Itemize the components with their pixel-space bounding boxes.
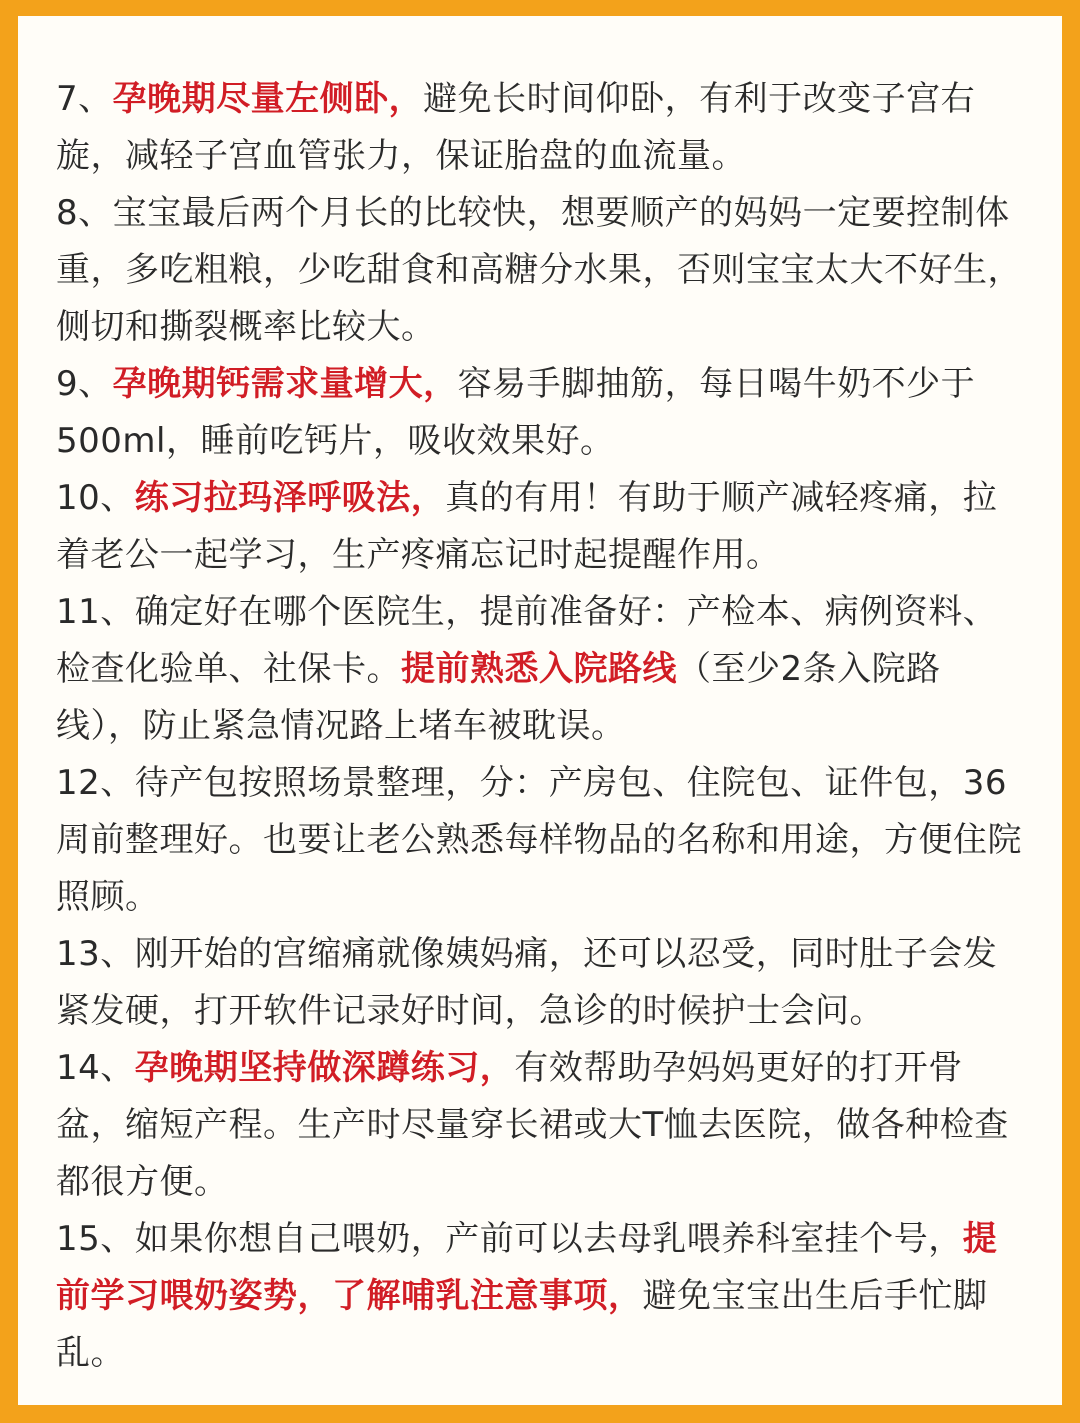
tip-number: 8、 [56, 193, 113, 233]
tip-number: 13、 [56, 934, 135, 974]
tips-card [18, 16, 1062, 1405]
tip-10 [56, 470, 1026, 584]
tip-11 [56, 584, 1026, 755]
tip-text: 容易手脚抽筋，每日喝牛奶不少于500ml，睡前吃钙片，吸收效果好。 [56, 364, 976, 461]
tip-text: 有效帮助孕妈妈更好的打开骨盆，缩短产程。生产时尽量穿长裙或大T恤去医院，做各种检查都很方便。 [56, 1048, 1009, 1202]
tip-highlight: 孕晚期坚持做深蹲练习， [134, 1048, 515, 1088]
tip-text: （至少2条入院路线），防止紧急情况路上堵车被耽误。 [56, 649, 941, 746]
tip-highlight: 孕晚期尽量左侧卧， [112, 79, 424, 119]
tip-text: 宝宝最后两个月长的比较快，想要顺产的妈妈一定要控制体重，多吃粗粮，少吃甜食和高糖分水果，否则宝宝太大不好生，侧切和撕裂概率比较大。 [56, 193, 1022, 347]
tip-highlight: 孕晚期钙需求量增大， [112, 364, 458, 404]
tip-text: 确定好在哪个医院生，提前准备好：产检本、病例资料、检查化验单、社保卡。 [56, 592, 998, 689]
tip-text: 如果你想自己喂奶，产前可以去母乳喂养科室挂个号， [134, 1219, 963, 1259]
tip-highlight: 练习拉玛泽呼吸法， [134, 478, 446, 518]
tip-text: 待产包按照场景整理，分：产房包、住院包、证件包，36周前整理好。也要让老公熟悉每样物品的名称和用途，方便住院照顾。 [56, 763, 1022, 917]
tip-text: 避免长时间仰卧，有利于改变子宫右旋，减轻子宫血管张力，保证胎盘的血流量。 [56, 79, 976, 176]
tip-9 [56, 356, 1026, 470]
tip-highlight: 提前学习喂奶姿势，了解哺乳注意事项， [56, 1219, 998, 1316]
tip-7 [56, 71, 1026, 185]
tip-number: 15、 [56, 1219, 135, 1259]
tip-number: 14、 [56, 1048, 135, 1088]
tip-text: 避免宝宝出生后手忙脚乱。 [56, 1276, 988, 1373]
tip-number: 9、 [56, 364, 113, 404]
tip-14 [56, 1040, 1026, 1211]
tip-15 [56, 1211, 1026, 1382]
tip-number: 7、 [56, 79, 113, 119]
tip-number: 10、 [56, 478, 135, 518]
tip-13 [56, 926, 1026, 1040]
tip-number: 11、 [56, 592, 135, 632]
tip-highlight: 提前熟悉入院路线 [401, 649, 677, 689]
tip-text: 真的有用！有助于顺产减轻疼痛，拉着老公一起学习，生产疼痛忘记时起提醒作用。 [56, 478, 998, 575]
tip-number: 12、 [56, 763, 135, 803]
tip-8 [56, 185, 1026, 356]
tip-12 [56, 755, 1026, 926]
tip-text: 刚开始的宫缩痛就像姨妈痛，还可以忍受，同时肚子会发紧发硬，打开软件记录好时间，急诊的时候护士会问。 [56, 934, 998, 1031]
